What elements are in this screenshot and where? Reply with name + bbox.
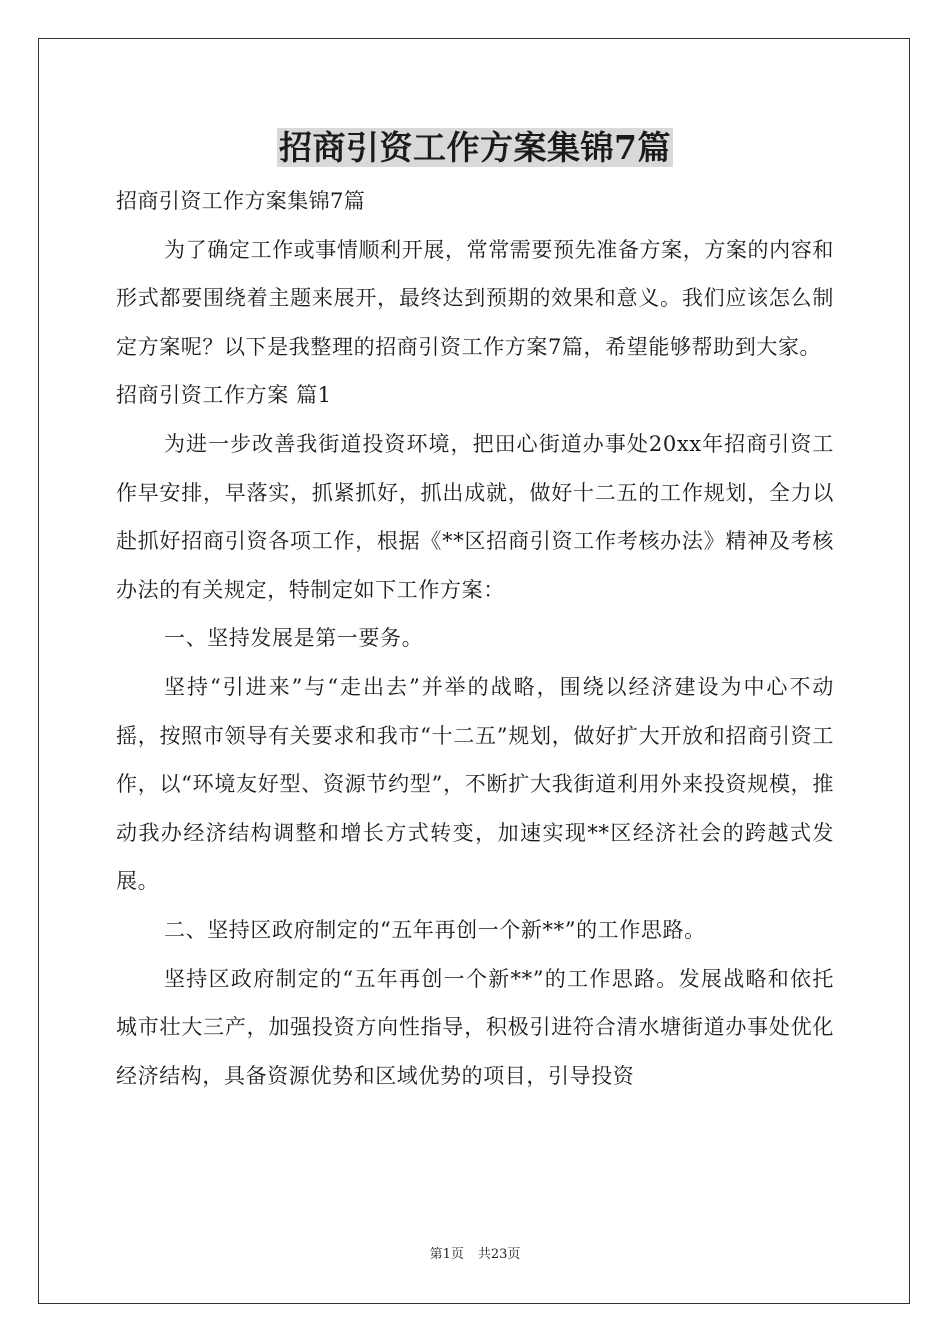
paragraph-point-one-body: 坚持“引进来”与“走出去”并举的战略，围绕以经济建设为中心不动摇，按照市领导有关要求和我市“十二五”规划，做好扩大开放和招商引资工作，以“环境友好型、资源节约型”，不断扩大我街道利用外来投资规模，推动我办经济结构调整和增长方式转变，加速实现**区经济社会的跨越式发展。 xyxy=(116,674,834,894)
section-heading-part1: 招商引资工作方案 篇1 xyxy=(116,383,332,408)
paragraph-part1-intro: 为进一步改善我街道投资环境，把田心街道办事处20xx年招商引资工作早安排，早落实，抓紧抓好，抓出成就，做好十二五的工作规划，全力以赴抓好招商引资各项工作，根据《**区招商引资工作考核办法》精神及考核办法的有关规定，特制定如下工作方案： xyxy=(116,431,834,602)
paragraph-intro: 为了确定工作或事情顺利开展，常常需要预先准备方案，方案的内容和形式都要围绕着主题来展开，最终达到预期的效果和意义。我们应该怎么制定方案呢？以下是我整理的招商引资工作方案7篇，希望能够帮助到大家。 xyxy=(116,237,834,359)
document-title xyxy=(0,126,950,170)
document-title-text: 招商引资工作方案集锦7篇 xyxy=(279,128,671,167)
paragraph-point-two: 二、坚持区政府制定的“五年再创一个新**”的工作思路。 xyxy=(164,917,706,942)
paragraph-subtitle: 招商引资工作方案集锦7篇 xyxy=(116,189,366,213)
page-footer xyxy=(0,1246,950,1264)
page-number: 第1页 xyxy=(429,1247,464,1262)
paragraph-point-two-body: 坚持区政府制定的“五年再创一个新**”的工作思路。发展战略和依托城市壮大三产，加强投资方向性指导，积极引进符合清水塘街道办事处优化经济结构，具备资源优势和区域优势的项目，引导投资 xyxy=(116,966,834,1088)
document-body xyxy=(116,177,834,1100)
page-total: 共23页 xyxy=(477,1247,521,1262)
paragraph-point-one: 一、坚持发展是第一要务。 xyxy=(164,626,424,651)
